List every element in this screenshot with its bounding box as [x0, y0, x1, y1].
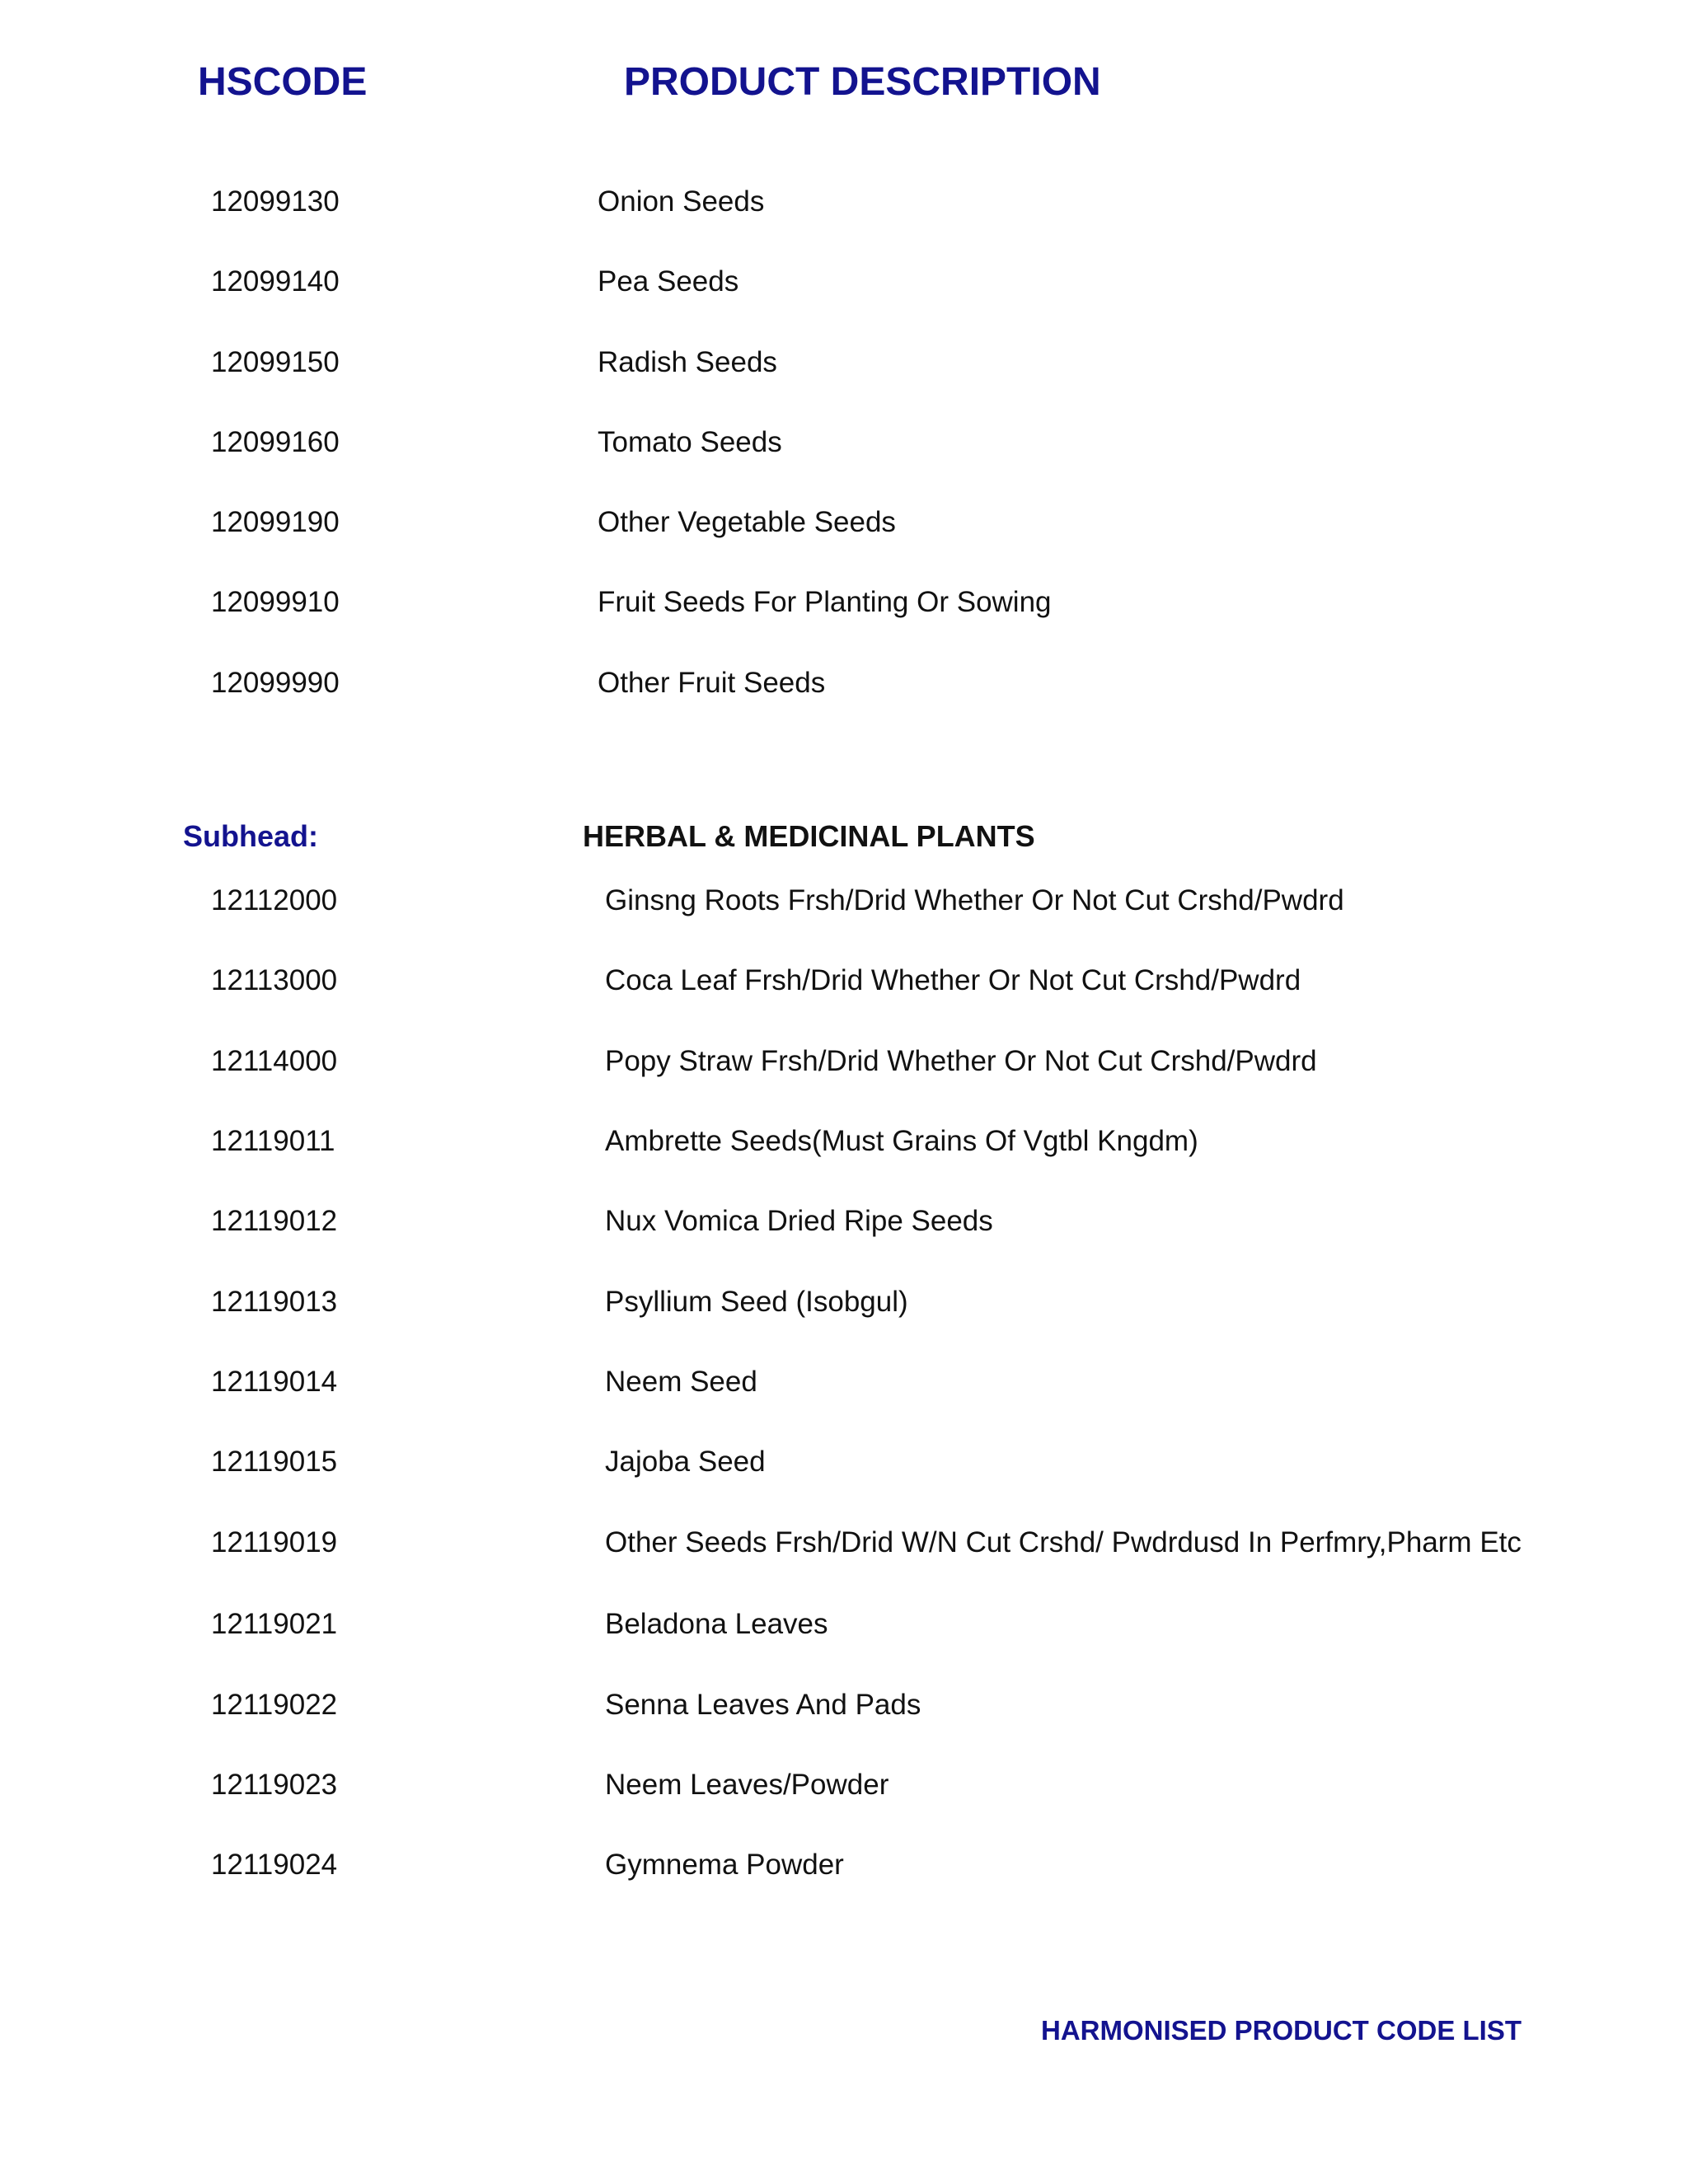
description-cell: Psyllium Seed (Isobgul) — [605, 1286, 908, 1318]
hscode-cell: 12119011 — [211, 1125, 335, 1157]
hscode-cell: 12119021 — [211, 1608, 338, 1640]
description-cell: Other Vegetable Seeds — [598, 506, 896, 538]
hscode-cell: 12112000 — [211, 884, 338, 916]
description-cell: Other Fruit Seeds — [598, 667, 826, 699]
description-cell: Fruit Seeds For Planting Or Sowing — [598, 586, 1052, 618]
subhead-title: HERBAL & MEDICINAL PLANTS — [583, 819, 1035, 853]
description-cell: Radish Seeds — [598, 346, 777, 378]
description-cell: Coca Leaf Frsh/Drid Whether Or Not Cut Crshd/Pwdrd — [605, 964, 1301, 996]
hscode-cell: 12099140 — [211, 265, 340, 298]
column-header-hscode: HSCODE — [198, 60, 368, 104]
description-cell: Popy Straw Frsh/Drid Whether Or Not Cut Crshd/Pwdrd — [605, 1045, 1317, 1077]
description-cell: Neem Leaves/Powder — [605, 1769, 889, 1801]
description-cell: Onion Seeds — [598, 185, 765, 218]
description-cell: Tomato Seeds — [598, 426, 782, 458]
hscode-cell: 12099150 — [211, 346, 340, 378]
description-cell: Jajoba Seed — [605, 1446, 766, 1478]
subhead-label: Subhead: — [183, 819, 319, 853]
hscode-cell: 12099160 — [211, 426, 340, 458]
hscode-cell: 12119014 — [211, 1366, 338, 1398]
description-cell: Beladona Leaves — [605, 1608, 828, 1640]
column-header-description: PRODUCT DESCRIPTION — [624, 60, 1101, 104]
description-cell: Ginsng Roots Frsh/Drid Whether Or Not Cut Crshd/Pwdrd — [605, 884, 1344, 916]
hscode-cell: 12099910 — [211, 586, 340, 618]
hscode-cell: 12119019 — [211, 1526, 338, 1558]
description-cell: Nux Vomica Dried Ripe Seeds — [605, 1205, 993, 1237]
description-cell: Neem Seed — [605, 1366, 757, 1398]
description-cell: Senna Leaves And Pads — [605, 1689, 921, 1721]
footer-title: HARMONISED PRODUCT CODE LIST — [1041, 2015, 1522, 2046]
hscode-cell: 12099130 — [211, 185, 340, 218]
hscode-cell: 12119015 — [211, 1446, 338, 1478]
hscode-cell: 12119023 — [211, 1769, 338, 1801]
hscode-cell: 12099990 — [211, 667, 340, 699]
hscode-cell: 12119013 — [211, 1286, 338, 1318]
description-cell: Gymnema Powder — [605, 1849, 844, 1881]
description-cell: Other Seeds Frsh/Drid W/N Cut Crshd/ Pwdrdusd In Perfmry,Pharm Etc — [605, 1526, 1522, 1558]
description-cell: Pea Seeds — [598, 265, 739, 298]
hscode-cell: 12119024 — [211, 1849, 338, 1881]
hscode-cell: 12099190 — [211, 506, 340, 538]
hscode-cell: 12114000 — [211, 1045, 338, 1077]
description-cell: Ambrette Seeds(Must Grains Of Vgtbl Kngdm) — [605, 1125, 1198, 1157]
hscode-cell: 12119022 — [211, 1689, 338, 1721]
hscode-cell: 12119012 — [211, 1205, 338, 1237]
hscode-cell: 12113000 — [211, 964, 338, 996]
